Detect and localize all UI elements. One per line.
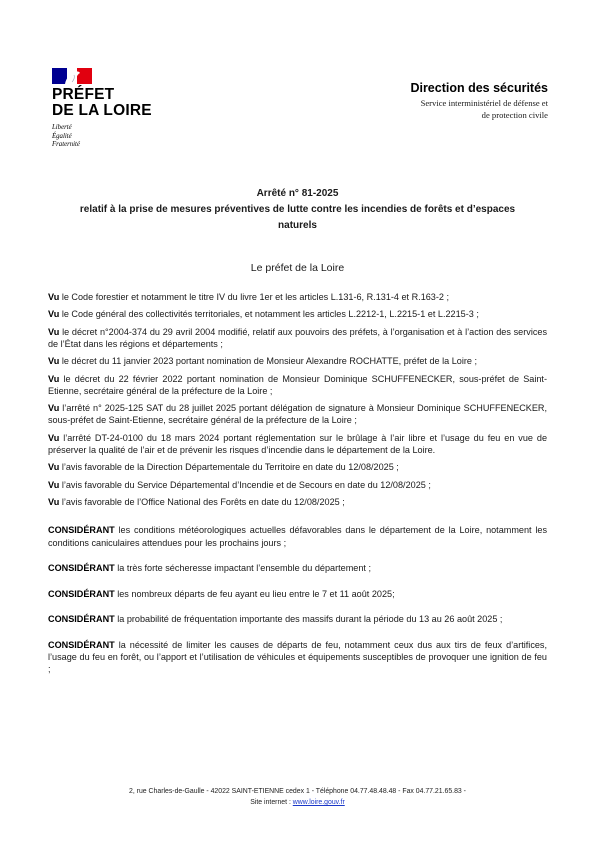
visa-paragraph [48,291,547,303]
visa-text: le Code forestier et notamment le titre IV du livre 1er et les articles L.131-6, R.131-4 et R.163-2 ; [59,292,450,302]
visa-paragraph [48,402,547,426]
considerant-keyword: CONSIDÉRANT [48,588,115,599]
visa-text: l’arrêté n° 2025-125 SAT du 28 juillet 2025 portant délégation de signature à Monsieur Dominique SCHUFFENECKER, sous-préfet de Saint-Etienne, secrétaire général de la préfecture de la Loire ; [48,403,547,426]
vu-keyword: Vu [48,479,60,490]
considerant-keyword: CONSIDÉRANT [48,563,115,574]
visa-paragraph [48,326,547,350]
prefet-line: Le préfet de la Loire [250,262,345,274]
arrete-title-line-2: naturels [278,220,317,231]
considerant-paragraph [48,639,547,675]
visa-text: l’avis favorable de l’Office National des Forêts en date du 12/08/2025 ; [59,496,345,507]
considerant-text: les nombreux départs de feu ayant eu lieu entre le 7 et 11 août 2025; [114,588,395,599]
logo-line-2: DE LA LOIRE [52,102,152,119]
website-link[interactable]: www.loire.gouv.fr [292,799,345,806]
arrete-title-line-1: relatif à la prise de mesures préventives de lutte contre les incendies de forêts et d’espaces [79,204,516,215]
visa-paragraph [48,373,547,397]
visa-paragraph [48,355,547,367]
considerant-paragraph [48,524,547,548]
visa-text: l’avis favorable du Service Départemental d’Incendie et de Secours en date du 12/08/2025 ; [59,479,431,490]
visa-paragraph [48,432,547,456]
vu-keyword: Vu [48,403,60,414]
motto-egalite: Égalité [52,132,72,140]
visa-text: le Code général des collectivités territoriales, et notamment les articles L.2212-1, L.2215-1 et L.2215-3 ; [59,309,479,320]
visa-text: l’arrêté DT-24-0100 du 18 mars 2024 portant réglementation sur le brûlage à l’air libre et l’usage du feu en vue de préserver la qualité de l’air et de prévenir les risques d’incendie dans le département de la Loire. [48,432,547,455]
visa-text: le décret n°2004-374 du 29 avril 2004 modifié, relatif aux pouvoirs des préfets, à l’organisation et à l’action des services de l’État dans les régions et départements ; [48,326,547,349]
considerant-text: la très forte sécheresse impactant l’ensemble du département ; [114,563,371,574]
motto-fraternite: Fraternité [52,141,80,148]
direction-subtitle-line-1: Service interministériel de défense et [420,98,548,108]
logo-line-1: PRÉFET [52,86,115,103]
arrete-heading [40,186,555,234]
considerant-paragraph [48,562,547,574]
visa-paragraph [48,461,547,473]
considerant-keyword: CONSIDÉRANT [48,639,115,650]
marianne-icon [52,68,92,84]
considerant-text: les conditions météorologiques actuelles défavorables dans le département de la Loire, notamment les conditions caniculaires attendues pour les prochains jours ; [48,525,547,548]
direction-subtitle [378,97,548,121]
footer-website [40,797,555,808]
page-footer [40,786,555,808]
visa-text: l’avis favorable de la Direction Départementale du Territoire en date du 12/08/2025 ; [59,462,399,473]
considerant-paragraph [48,588,547,600]
vu-keyword: Vu [48,292,60,302]
considerant-paragraph [48,613,547,625]
republic-motto [52,124,162,150]
vu-keyword: Vu [48,309,60,320]
prefet-logo [52,68,162,150]
visa-paragraph [48,496,547,508]
visa-paragraph [48,308,547,320]
vu-keyword: Vu [48,326,60,337]
considerant-text: la probabilité de fréquentation importante des massifs durant la période du 13 au 26 août 2025 ; [114,614,503,625]
arrete-number: Arrêté n° 81-2025 [256,188,339,199]
document-body [48,291,547,689]
issuing-service [378,81,548,121]
considerant-keyword: CONSIDÉRANT [48,614,115,625]
direction-subtitle-line-2: de protection civile [481,110,548,120]
vu-keyword: Vu [48,373,60,384]
vu-keyword: Vu [48,462,60,473]
vu-keyword: Vu [48,496,60,507]
visa-text: le décret du 11 janvier 2023 portant nomination de Monsieur Alexandre ROCHATTE, préfet de la Loire ; [59,356,477,367]
footer-address: 2, rue Charles-de-Gaulle - 42022 SAINT-ETIENNE cedex 1 - Téléphone 04.77.48.48.48 - Fax 04.77.21.65.83 - [129,788,466,795]
considerant-keyword: CONSIDÉRANT [48,525,115,536]
direction-title: Direction des sécurités [410,81,548,95]
visa-paragraph [48,479,547,491]
considerant-text: la nécessité de limiter les causes de départs de feu, notamment ceux dus aux tirs de feux d’artifices, l’usage du feu en forêt, ou l’apport et l’utilisation de véhicules et équipements susceptibles de provoquer une ignition de feu ; [48,639,547,675]
vu-keyword: Vu [48,356,60,367]
visa-text: le décret du 22 février 2022 portant nomination de Monsieur Dominique SCHUFFENECKER, sous-préfet de Saint-Etienne, secrétaire général de la préfecture de la Loire ; [48,373,547,396]
vu-keyword: Vu [48,432,60,443]
motto-liberte: Liberté [52,124,72,131]
footer-site-label: Site internet : [250,799,293,806]
